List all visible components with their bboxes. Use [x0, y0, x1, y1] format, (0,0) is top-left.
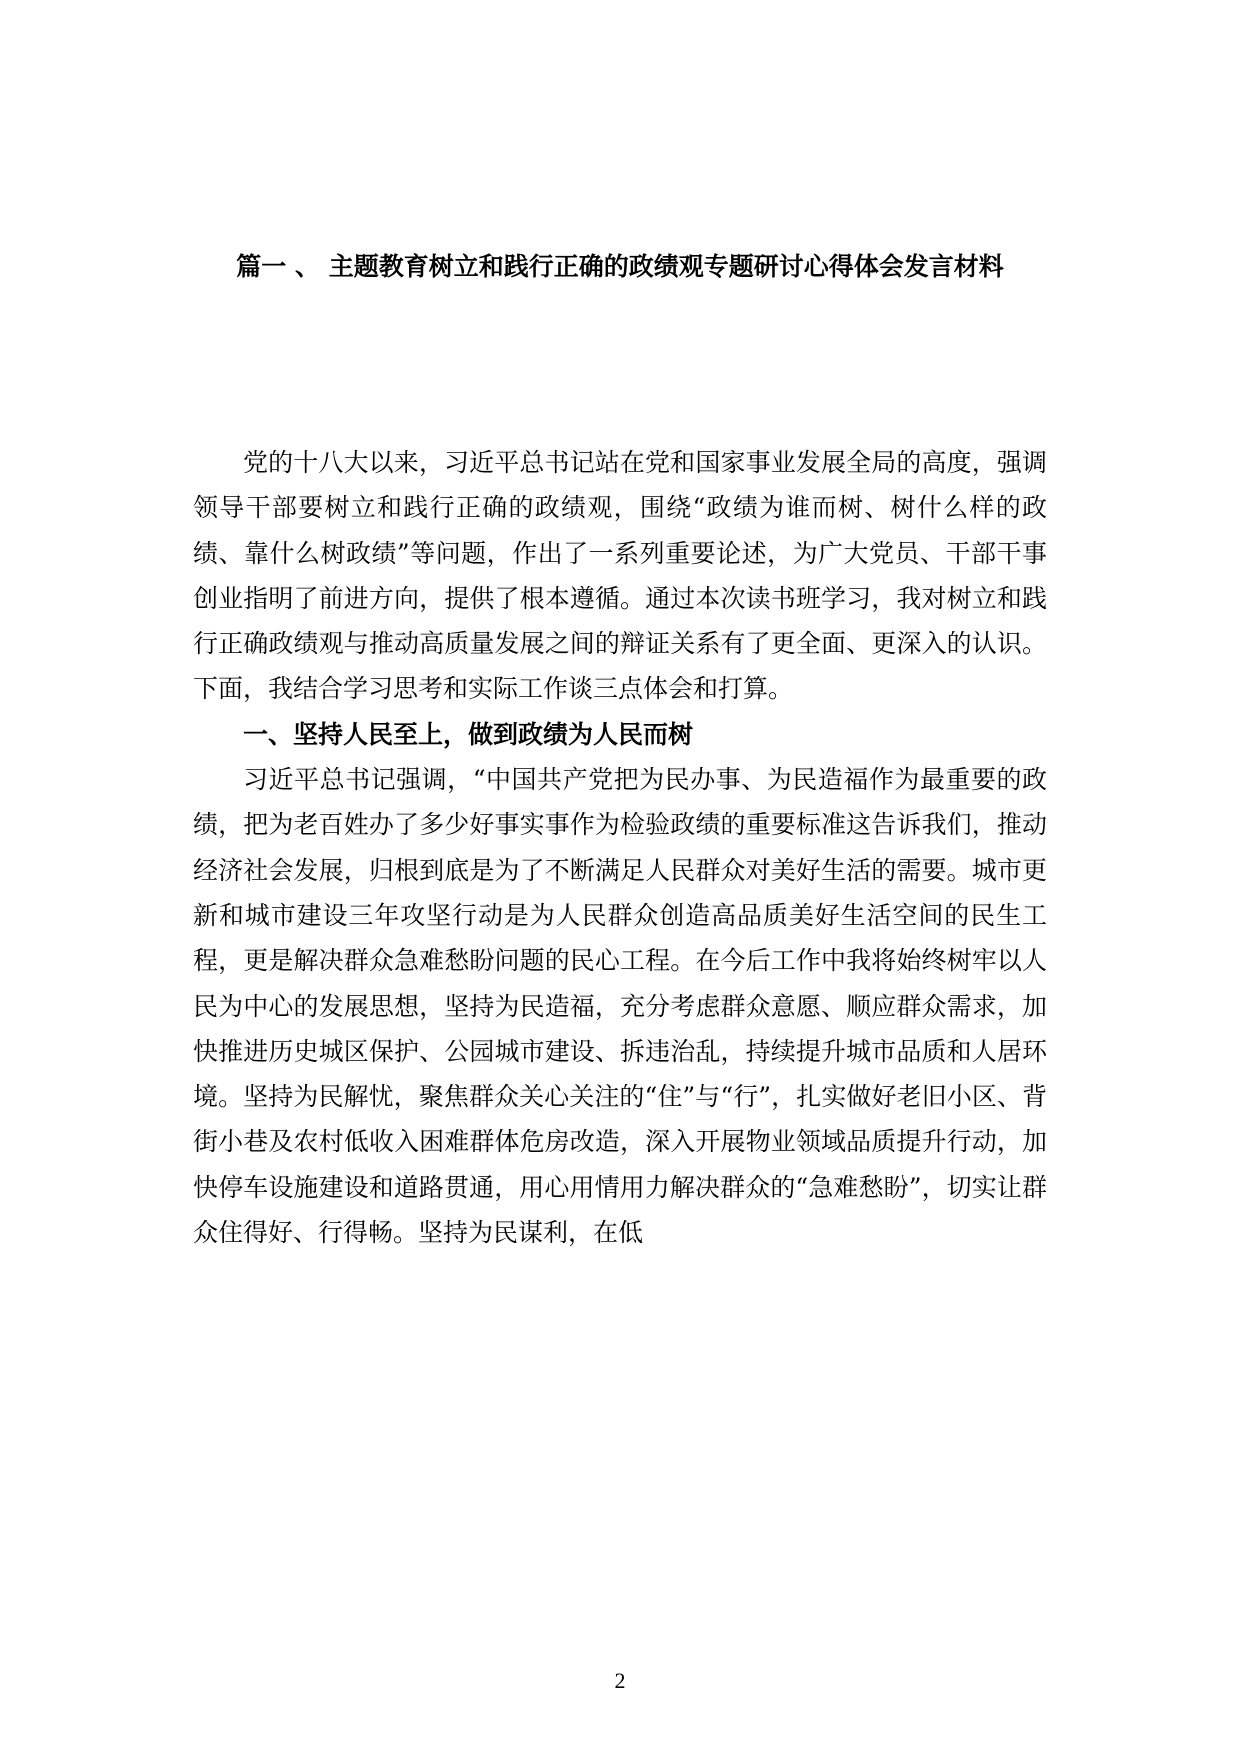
section-heading: 一、坚持人民至上，做到政绩为人民而树: [243, 719, 694, 749]
page-number: 2: [614, 1668, 626, 1693]
section-paragraph: 习近平总书记强调，“中国共产党把为民办事、为民造福作为最重要的政绩，把为老百姓办了多少好事实事作为检验政绩的重要标准这告诉我们，推动经济社会发展，归根到底是为了不断满足人民群众对美好生活的需要。城市更新和城市建设三年攻坚行动是为人民群众创造高品质美好生活空间的民生工程，更是解决群众急难愁盼问题的民心工程。在今后工作中我将始终树牢以人民为中心的发展思想，坚持为民造福，充分考虑群众意愿、顺应群众需求，加快推进历史城区保护、公园城市建设、拆违治乱，持续提升城市品质和人居环境。坚持为民解忧，聚焦群众关心关注的“住”与“行”，扎实做好老旧小区、背街小巷及农村低收入困难群体危房改造，深入开展物业领域品质提升行动，加快停车设施建设和道路贯通，用心用情用力解决群众的“急难愁盼”，切实让群众住得好、行得畅。坚持为民谋利，在低: [193, 765, 1047, 1248]
intro-paragraph: 党的十八大以来，习近平总书记站在党和国家事业发展全局的高度，强调领导干部要树立和践行正确的政绩观，围绕“政绩为谁而树、树什么样的政绩、靠什么树政绩”等问题，作出了一系列重要论述，为广大党员、干部干事创业指明了前进方向，提供了根本遵循。通过本次读书班学习，我对树立和践行正确政绩观与推动高质量发展之间的辩证关系有了更全面、更深入的认识。下面，我结合学习思考和实际工作谈三点体会和打算。: [193, 448, 1047, 704]
document-body: [193, 440, 1047, 1255]
document-title: 篇一 、 主题教育树立和践行正确的政绩观专题研讨心得体会发言材料: [236, 252, 1004, 281]
